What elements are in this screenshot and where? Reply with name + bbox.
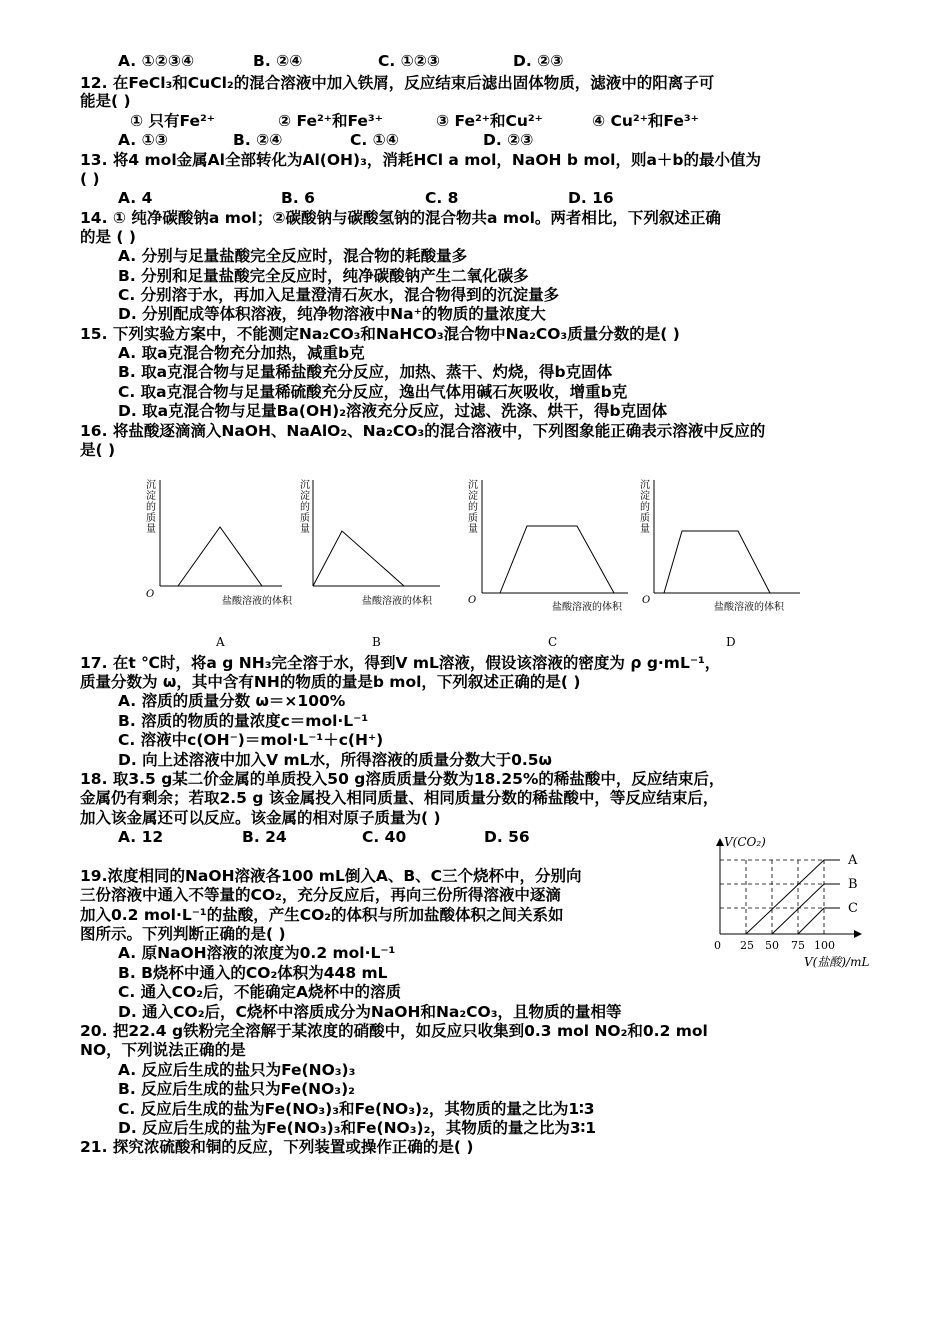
- option-b: B. ②④: [233, 131, 283, 149]
- q17-option-c: C. 溶液中c(OH⁻)＝mol·L⁻¹＋c(H⁺): [118, 731, 384, 749]
- ylabel-char: 量: [146, 524, 156, 535]
- q20-stem-2: NO，下列说法正确的是: [80, 1041, 246, 1059]
- q19-option-b: B. B烧杯中通入的CO₂体积为448 mL: [118, 964, 388, 982]
- q17-option-d: D. 向上述溶液中加入V mL水，所得溶液的质量分数大于0.5ω: [118, 751, 553, 769]
- ylabel-char: 质: [468, 513, 478, 524]
- graph-d-origin: O: [642, 595, 651, 606]
- q16-stem-1: 16. 将盐酸逐滴滴入NaOH、NaAlO₂、Na₂CO₃的混合溶液中，下列图象能正确表示溶液中反应的: [80, 422, 766, 440]
- option-c: C. 8: [425, 189, 459, 207]
- graph-d-curve: [664, 531, 770, 593]
- ylabel-char: 的: [146, 502, 156, 513]
- option-a: A. 4: [118, 189, 153, 207]
- option-c: C. ①②③: [378, 52, 441, 70]
- q15-option-a: A. 取a克混合物充分加热，减重b克: [118, 344, 365, 362]
- q15-option-d: D. 取a克混合物与足量Ba(OH)₂溶液充分反应，过滤、洗涤、烘干，得b克固体: [118, 402, 668, 420]
- q14-stem-2: 的是 ( ): [80, 228, 136, 246]
- q19-option-c: C. 通入CO₂后，不能确定A烧杯中的溶质: [118, 983, 401, 1001]
- option-b: B. 6: [281, 189, 315, 207]
- option-d: D. ②③: [513, 52, 564, 70]
- graph-a: [146, 479, 293, 649]
- ylabel-char: 量: [640, 524, 650, 535]
- graph-a-ylabel: [146, 479, 156, 535]
- q13-stem-2: ( ): [80, 170, 100, 188]
- q19-tick: 50: [765, 939, 779, 952]
- ylabel-char: 量: [300, 524, 310, 535]
- q13-stem-1: 13. 将4 mol金属Al全部转化为Al(OH)₃，消耗HCl a mol，NaOH b mol，则a＋b的最小值为: [80, 151, 762, 169]
- graph-d-letter: D: [726, 635, 736, 649]
- q14-option-d: D. 分别配成等体积溶液，纯净物溶液中Na⁺的物质的量浓度大: [118, 305, 546, 323]
- ylabel-char: 淀: [640, 491, 650, 502]
- graph-c-origin: O: [468, 595, 477, 606]
- graph-c-letter: C: [548, 635, 558, 649]
- q17-stem-1: 17. 在t ℃时，将a g NH₃完全溶于水，得到V mL溶液，假设该溶液的密度为 ρ g·mL⁻¹，: [80, 654, 721, 672]
- q19-series-c-label: C: [848, 901, 858, 916]
- ylabel-char: 的: [468, 502, 478, 513]
- option-d: D. ②③: [483, 131, 534, 149]
- graph-c-curve: [500, 526, 614, 593]
- q19-tick: 0: [714, 939, 721, 952]
- graph-b-xlabel: 盐酸溶液的体积: [362, 596, 432, 607]
- ylabel-char: 的: [640, 502, 650, 513]
- item-2: ② Fe²⁺和Fe³⁺: [278, 112, 383, 130]
- graph-c: [468, 479, 628, 649]
- graph-b-curve: [313, 531, 404, 586]
- option-b: B. ②④: [253, 52, 303, 70]
- q16-stem-2: 是( ): [80, 441, 116, 459]
- graph-a-xlabel: 盐酸溶液的体积: [222, 596, 292, 607]
- item-1: ① 只有Fe²⁺: [130, 112, 215, 130]
- q20-option-b: B. 反应后生成的盐只为Fe(NO₃)₂: [118, 1080, 355, 1098]
- item-3: ③ Fe²⁺和Cu²⁺: [436, 112, 543, 130]
- q19-stem-4: 图所示。下列判断正确的是( ): [80, 925, 286, 943]
- q18-stem-2: 金属仍有剩余；若取2.5 g 该金属投入相同质量、相同质量分数的稀盐酸中，等反应结束后，: [80, 789, 719, 807]
- option-a: A. ①③: [118, 131, 168, 149]
- graph-d-xlabel: 盐酸溶液的体积: [714, 602, 784, 613]
- q20-option-a: A. 反应后生成的盐只为Fe(NO₃)₃: [118, 1061, 356, 1079]
- q19-ylabel: V(CO₂): [724, 835, 766, 849]
- ylabel-char: 淀: [300, 491, 310, 502]
- graph-a-letter: A: [216, 635, 225, 649]
- option-b: B. 24: [242, 828, 287, 846]
- q20-stem-1: 20. 把22.4 g铁粉完全溶解于某浓度的硝酸中，如反应只收集到0.3 mol NO₂和0.2 mol: [80, 1022, 708, 1040]
- ylabel-char: 量: [468, 524, 478, 535]
- q20-option-c: C. 反应后生成的盐为Fe(NO₃)₃和Fe(NO₃)₂，其物质的量之比为1∶3: [118, 1100, 595, 1118]
- q18-stem-1: 18. 取3.5 g某二价金属的单质投入50 g溶质质量分数为18.25%的稀盐酸中，反应结束后，: [80, 770, 725, 788]
- q19-series-a-label: A: [848, 853, 858, 868]
- ylabel-char: 质: [146, 513, 156, 524]
- ylabel-char: 淀: [468, 491, 478, 502]
- ylabel-char: 沉: [146, 480, 156, 491]
- q14-stem-1: 14. ① 纯净碳酸钠a mol；②碳酸钠与碳酸氢钠的混合物共a mol。两者相比，下列叙述正确: [80, 209, 721, 227]
- ylabel-char: 沉: [300, 480, 310, 491]
- option-d: D. 16: [568, 189, 614, 207]
- item-4: ④ Cu²⁺和Fe³⁺: [592, 112, 699, 130]
- q19-graph: [700, 832, 890, 972]
- q15-option-b: B. 取a克混合物与足量稀盐酸充分反应，加热、蒸干、灼烧，得b克固体: [118, 363, 613, 381]
- ylabel-char: 沉: [640, 480, 650, 491]
- q19-option-a: A. 原NaOH溶液的浓度为0.2 mol·L⁻¹: [118, 944, 396, 962]
- q19-stem-3: 加入0.2 mol·L⁻¹的盐酸，产生CO₂的体积与所加盐酸体积之间关系如: [80, 906, 564, 924]
- option-d: D. 56: [484, 828, 530, 846]
- q17-option-a: A. 溶质的质量分数 ω＝×100%: [118, 692, 346, 710]
- ylabel-char: 质: [300, 513, 310, 524]
- q20-option-d: D. 反应后生成的盐为Fe(NO₃)₃和Fe(NO₃)₂，其物质的量之比为3∶1: [118, 1119, 597, 1137]
- q19-series-b-label: B: [848, 877, 858, 892]
- graph-d: [640, 479, 800, 649]
- q19-stem-1: 19.浓度相同的NaOH溶液各100 mL倒入A、B、C三个烧杯中，分别向: [80, 867, 582, 885]
- q16-graphs: [0, 465, 950, 660]
- q17-option-b: B. 溶质的物质的量浓度c＝mol·L⁻¹: [118, 712, 369, 730]
- q19-stem-2: 三份溶液中通入不等量的CO₂，充分反应后，再向三份所得溶液中逐滴: [80, 886, 561, 904]
- graph-a-curve: [178, 527, 262, 586]
- q14-option-b: B. 分别和足量盐酸完全反应时，纯净碳酸钠产生二氧化碳多: [118, 267, 529, 285]
- ylabel-char: 淀: [146, 491, 156, 502]
- graph-b-letter: B: [372, 635, 381, 649]
- q15-option-c: C. 取a克混合物与足量稀硫酸充分反应，逸出气体用碱石灰吸收，增重b克: [118, 383, 628, 401]
- q15-stem: 15. 下列实验方案中，不能测定Na₂CO₃和NaHCO₃混合物中Na₂CO₃质量分数的是( ): [80, 325, 680, 343]
- option-c: C. 40: [362, 828, 407, 846]
- q19-xlabel: V(盐酸)/mL: [804, 955, 870, 969]
- option-a: A. ①②③④: [118, 52, 195, 70]
- q19-series-a-line: [746, 860, 824, 934]
- option-c: C. ①④: [350, 131, 399, 149]
- q18-stem-3: 加入该金属还可以反应。该金属的相对原子质量为( ): [80, 809, 441, 827]
- q12-stem-1: 12. 在FeCl₃和CuCl₂的混合溶液中加入铁屑，反应结束后滤出固体物质，滤液中的阳离子可: [80, 74, 715, 92]
- graph-a-origin: O: [146, 589, 155, 600]
- ylabel-char: 沉: [468, 480, 478, 491]
- q19-tick: 75: [791, 939, 805, 952]
- graph-c-ylabel: [468, 479, 478, 535]
- ylabel-char: 的: [300, 502, 310, 513]
- q19-tick: 100: [814, 939, 835, 952]
- q17-stem-2: 质量分数为 ω，其中含有NH的物质的量是b mol，下列叙述正确的是( ): [80, 673, 581, 691]
- graph-b-ylabel: [300, 479, 310, 535]
- q19-series-c-line: [798, 908, 824, 934]
- graph-c-xlabel: 盐酸溶液的体积: [552, 602, 622, 613]
- graph-b: [300, 479, 440, 649]
- ylabel-char: 质: [640, 513, 650, 524]
- q14-option-c: C. 分别溶于水，再加入足量澄清石灰水，混合物得到的沉淀量多: [118, 286, 560, 304]
- option-a: A. 12: [118, 828, 164, 846]
- graph-d-ylabel: [640, 479, 650, 535]
- q21-stem: 21. 探究浓硫酸和铜的反应，下列装置或操作正确的是( ): [80, 1138, 474, 1156]
- q12-stem-2: 能是( ): [80, 92, 131, 110]
- q19-option-d: D. 通入CO₂后，C烧杯中溶质成分为NaOH和Na₂CO₃，且物质的量相等: [118, 1003, 622, 1021]
- q14-option-a: A. 分别与足量盐酸完全反应时，混合物的耗酸量多: [118, 247, 468, 265]
- q19-tick: 25: [740, 939, 754, 952]
